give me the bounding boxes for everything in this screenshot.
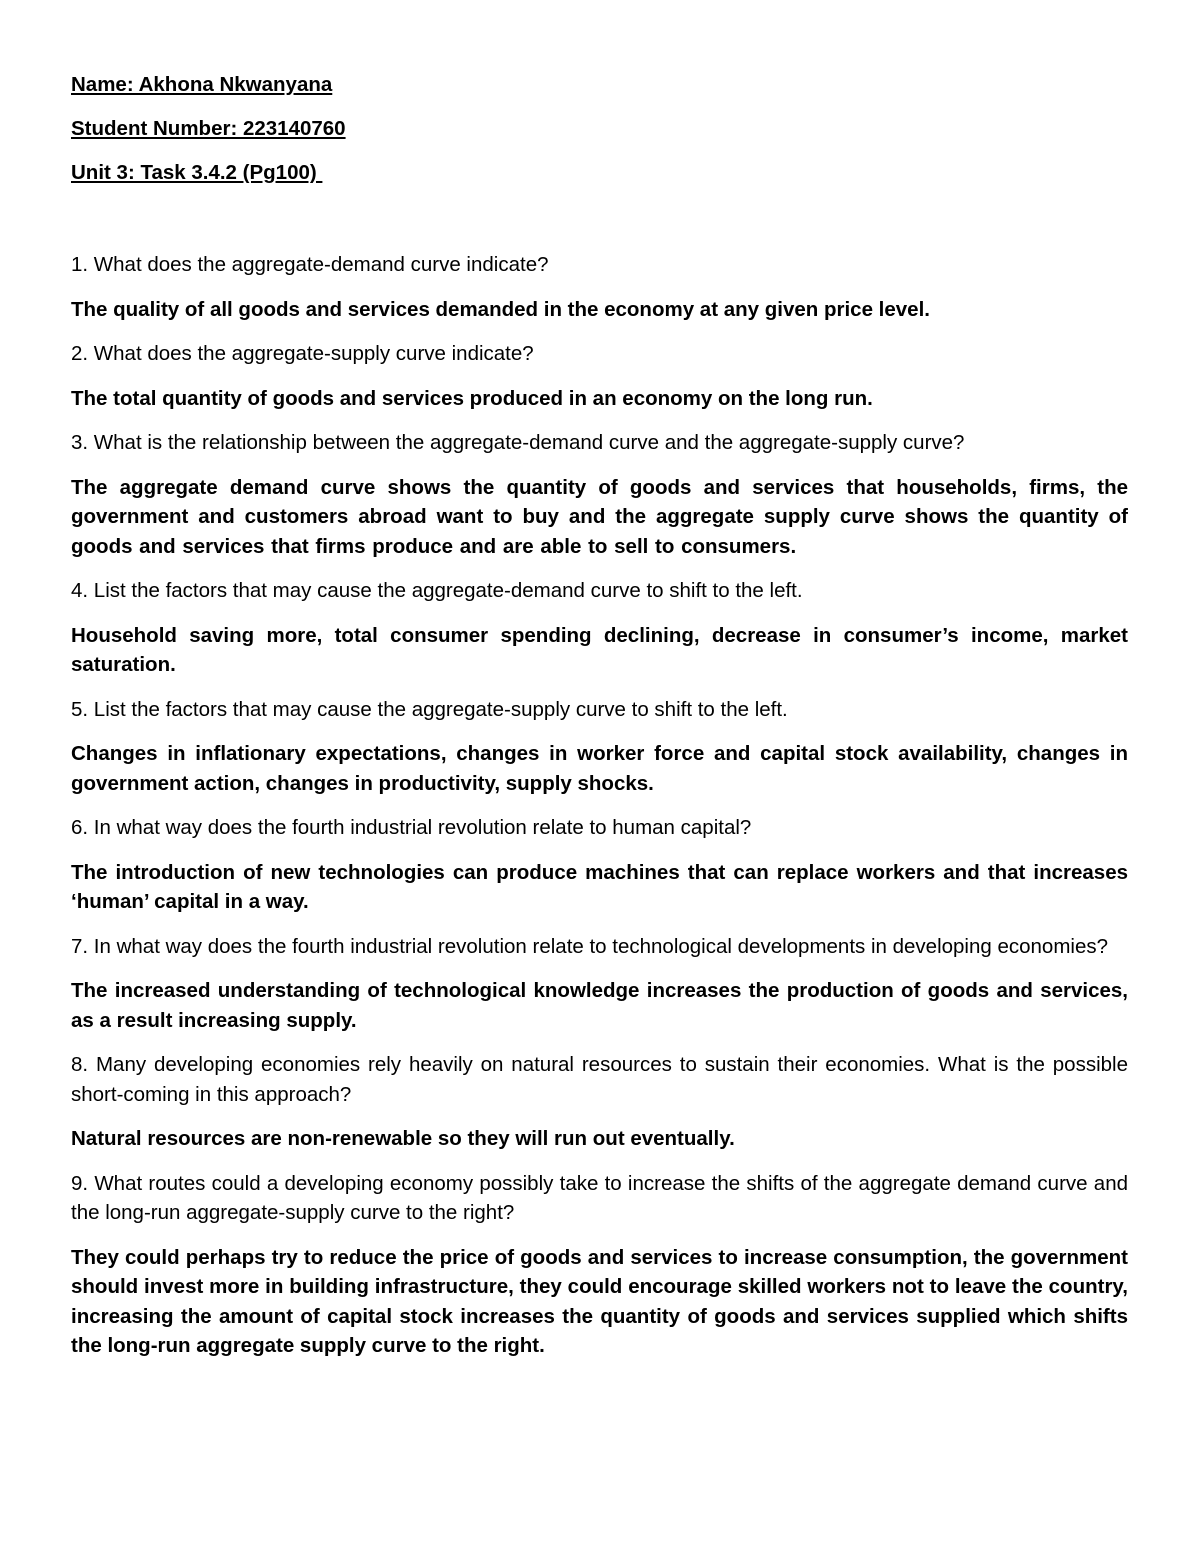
unit-task-line: Unit 3: Task 3.4.2 (Pg100): [71, 161, 323, 184]
answer-4: Household saving more, total consumer spending declining, decrease in consumer’s income, market saturation.: [71, 623, 1128, 676]
student-number-line: Student Number: 223140760: [71, 117, 346, 140]
question-7: 7. In what way does the fourth industrial revolution relate to technological developments in developing economies?: [71, 934, 1109, 958]
answer-7: The increased understanding of technological knowledge increases the production of goods and services, as a result increasing supply.: [71, 979, 1128, 1032]
question-5: 5. List the factors that may cause the aggregate-supply curve to shift to the left.: [71, 697, 788, 721]
answer-1: The quality of all goods and services demanded in the economy at any given price level.: [71, 297, 930, 321]
student-name-line: Name: Akhona Nkwanyana: [71, 73, 333, 96]
answer-2: The total quantity of goods and services produced in an economy on the long run.: [71, 386, 873, 410]
question-2: 2. What does the aggregate-supply curve indicate?: [71, 342, 534, 365]
answer-9: They could perhaps try to reduce the price of goods and services to increase consumption, the government should invest more in building infrastructure, they could encourage skilled workers not to leave the country, increasing the amount of capital stock increases the quantity of goods and services supplied which shifts the long-run aggregate supply curve to the right.: [71, 1245, 1128, 1357]
question-4: 4. List the factors that may cause the aggregate-demand curve to shift to the left.: [71, 579, 803, 602]
question-3: 3. What is the relationship between the aggregate-demand curve and the aggregate-supply curve?: [71, 431, 965, 454]
question-6: 6. In what way does the fourth industrial revolution relate to human capital?: [71, 816, 752, 839]
question-1: 1. What does the aggregate-demand curve indicate?: [71, 253, 549, 276]
document-page: [71, 70, 1128, 1376]
question-9: 9. What routes could a developing economy possibly take to increase the shifts of the aggregate demand curve and the long-run aggregate-supply curve to the right?: [71, 1171, 1128, 1224]
answer-8: Natural resources are non-renewable so they will run out eventually.: [71, 1127, 735, 1150]
answer-3: The aggregate demand curve shows the quantity of goods and services that households, firms, the government and customers abroad want to buy and the aggregate supply curve shows the quantity of goods and services that firms produce and are able to sell to consumers.: [71, 475, 1128, 558]
answer-5: Changes in inflationary expectations, changes in worker force and capital stock availability, changes in government action, changes in productivity, supply shocks.: [71, 742, 1128, 795]
question-8: 8. Many developing economies rely heavily on natural resources to sustain their economies. What is the possible short-coming in this approach?: [71, 1053, 1128, 1106]
answer-6: The introduction of new technologies can produce machines that can replace workers and that increases ‘human’ capital in a way.: [71, 860, 1128, 913]
